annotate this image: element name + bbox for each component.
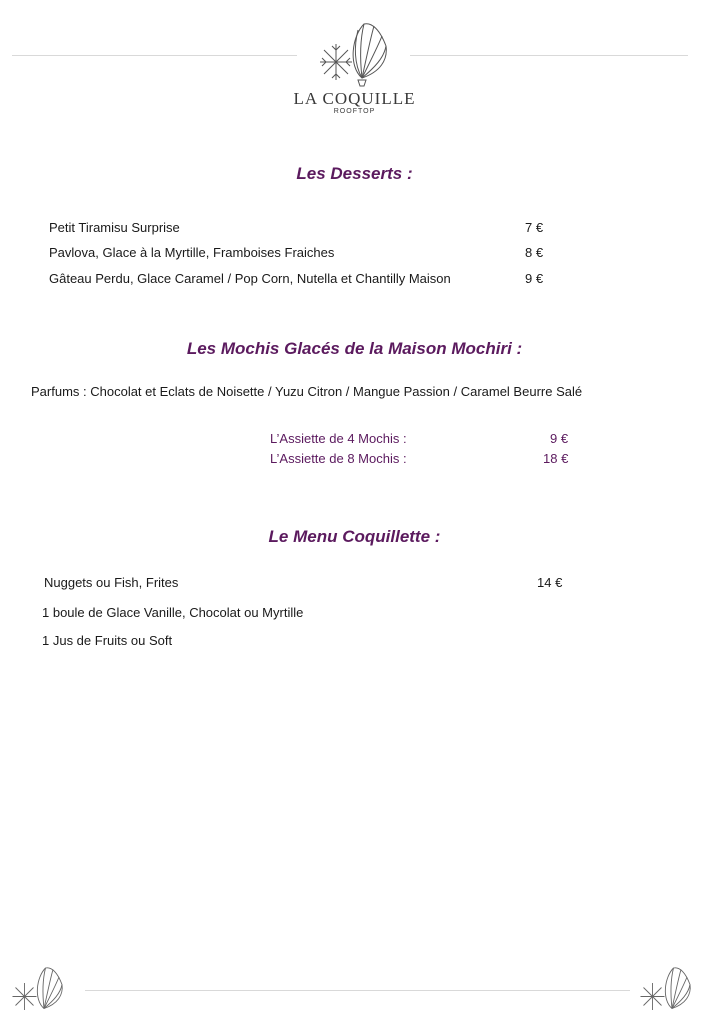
- section-title-kids-menu: Le Menu Coquillette :: [268, 527, 441, 546]
- shell-logo-icon: [8, 960, 68, 1018]
- header-rule-right: [410, 55, 688, 56]
- snowflake-icon: [320, 44, 352, 80]
- section-title-desserts: Les Desserts :: [296, 164, 413, 183]
- header-rule-left: [12, 55, 297, 56]
- kids-menu-line: 1 boule de Glace Vanille, Chocolat ou Myrtille: [42, 605, 304, 620]
- dessert-item: Pavlova, Glace à la Myrtille, Framboises Fraiches: [49, 245, 335, 260]
- kids-menu-price: 14 €: [537, 575, 563, 590]
- section-title-mochis: Les Mochis Glacés de la Maison Mochiri :: [186, 339, 523, 358]
- kids-menu-line: Nuggets ou Fish, Frites: [44, 575, 179, 590]
- dessert-item: Petit Tiramisu Surprise: [49, 220, 180, 235]
- dessert-item: Gâteau Perdu, Glace Caramel / Pop Corn, Nutella et Chantilly Maison: [49, 271, 451, 286]
- shell-logo-icon: [314, 16, 394, 88]
- mochis-plate: L’Assiette de 8 Mochis :: [270, 451, 407, 466]
- mochis-plate-price: 9 €: [550, 431, 569, 446]
- kids-menu-line: 1 Jus de Fruits ou Soft: [42, 633, 173, 648]
- mochis-flavors: Parfums : Chocolat et Eclats de Noisette / Yuzu Citron / Mangue Passion / Caramel Beurre Salé: [31, 384, 583, 399]
- dessert-price: 9 €: [525, 271, 544, 286]
- brand-subtitle: ROOFTOP: [333, 108, 376, 115]
- shell-logo-icon: [636, 960, 696, 1018]
- footer-rule: [85, 990, 630, 991]
- mochis-plate-price: 18 €: [543, 451, 569, 466]
- brand-name: LA COQUILLE: [293, 89, 416, 108]
- mochis-plate: L’Assiette de 4 Mochis :: [270, 431, 407, 446]
- dessert-price: 7 €: [525, 220, 544, 235]
- dessert-price: 8 €: [525, 245, 544, 260]
